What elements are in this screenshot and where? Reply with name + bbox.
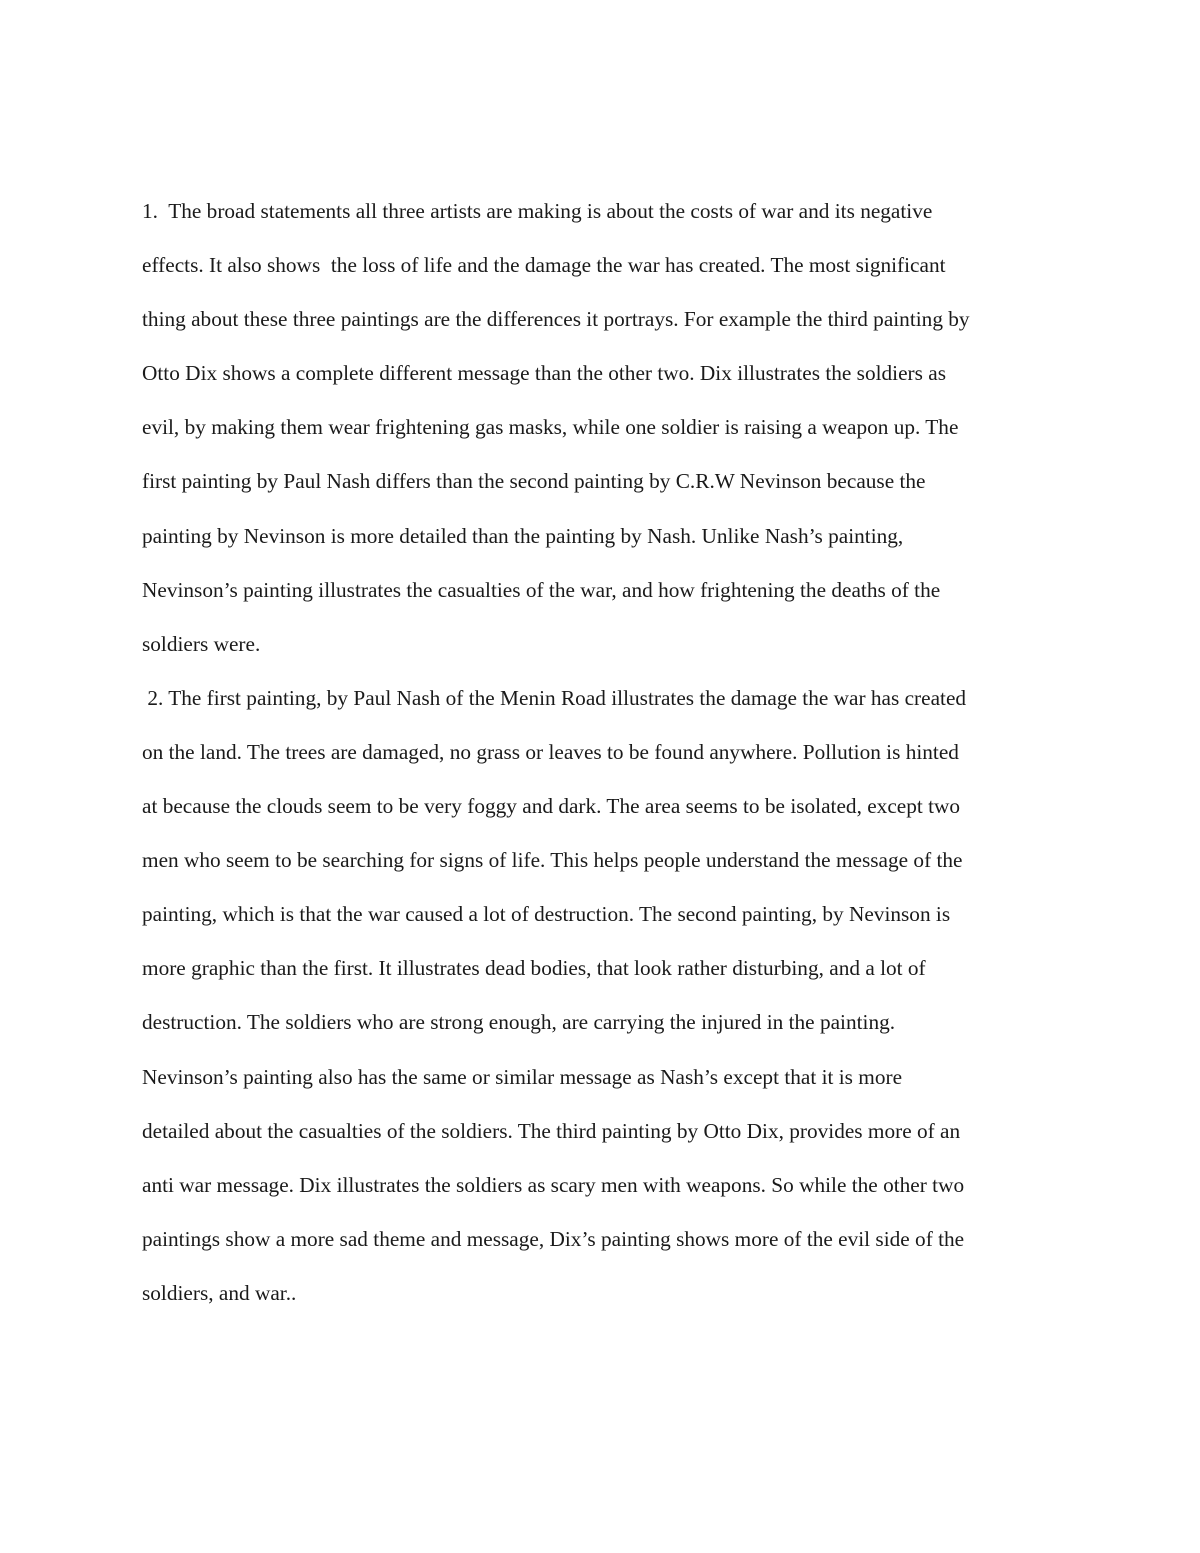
text-line: painting by Nevinson is more detailed than the painting by Nash. Unlike Nash’s painting, [142,523,904,548]
text-line: more graphic than the first. It illustrates dead bodies, that look rather disturbing, and a lot of [142,956,926,981]
text-line: painting, which is that the war caused a lot of destruction. The second painting, by Nevinson is [142,902,951,927]
text-line: Nevinson’s painting illustrates the casualties of the war, and how frightening the deaths of the [142,577,941,602]
text-line: soldiers were. [142,631,261,656]
text-line: first painting by Paul Nash differs than the second painting by C.R.W Nevinson because the [142,469,926,494]
text-line: effects. It also shows the loss of life and the damage the war has created. The most significant [142,253,946,278]
text-line: paintings show a more sad theme and message, Dix’s painting shows more of the evil side of the [142,1226,965,1251]
text-line: Otto Dix shows a complete different message than the other two. Dix illustrates the soldiers as [142,361,946,386]
document-body [142,196,1072,1332]
text-line: destruction. The soldiers who are strong enough, are carrying the injured in the painting. [142,1010,896,1035]
text-line: men who seem to be searching for signs of life. This helps people understand the message of the [142,848,963,873]
text-line: anti war message. Dix illustrates the soldiers as scary men with weapons. So while the other two [142,1172,965,1197]
text-line: 2. The first painting, by Paul Nash of the Menin Road illustrates the damage the war has created [142,685,967,710]
text-line: 1. The broad statements all three artists are making is about the costs of war and its negative [142,199,933,223]
text-line: on the land. The trees are damaged, no grass or leaves to be found anywhere. Pollution is hinted [142,739,959,764]
text-line: evil, by making them wear frightening gas masks, while one soldier is raising a weapon up. The [142,415,959,440]
text-line: Nevinson’s painting also has the same or similar message as Nash’s except that it is more [142,1064,903,1089]
text-line: detailed about the casualties of the soldiers. The third painting by Otto Dix, provides more of an [142,1118,961,1143]
text-line: at because the clouds seem to be very foggy and dark. The area seems to be isolated, except two [142,794,961,819]
text-line: thing about these three paintings are the differences it portrays. For example the third painting by [142,307,970,332]
text-line: soldiers, and war.. [142,1280,297,1305]
